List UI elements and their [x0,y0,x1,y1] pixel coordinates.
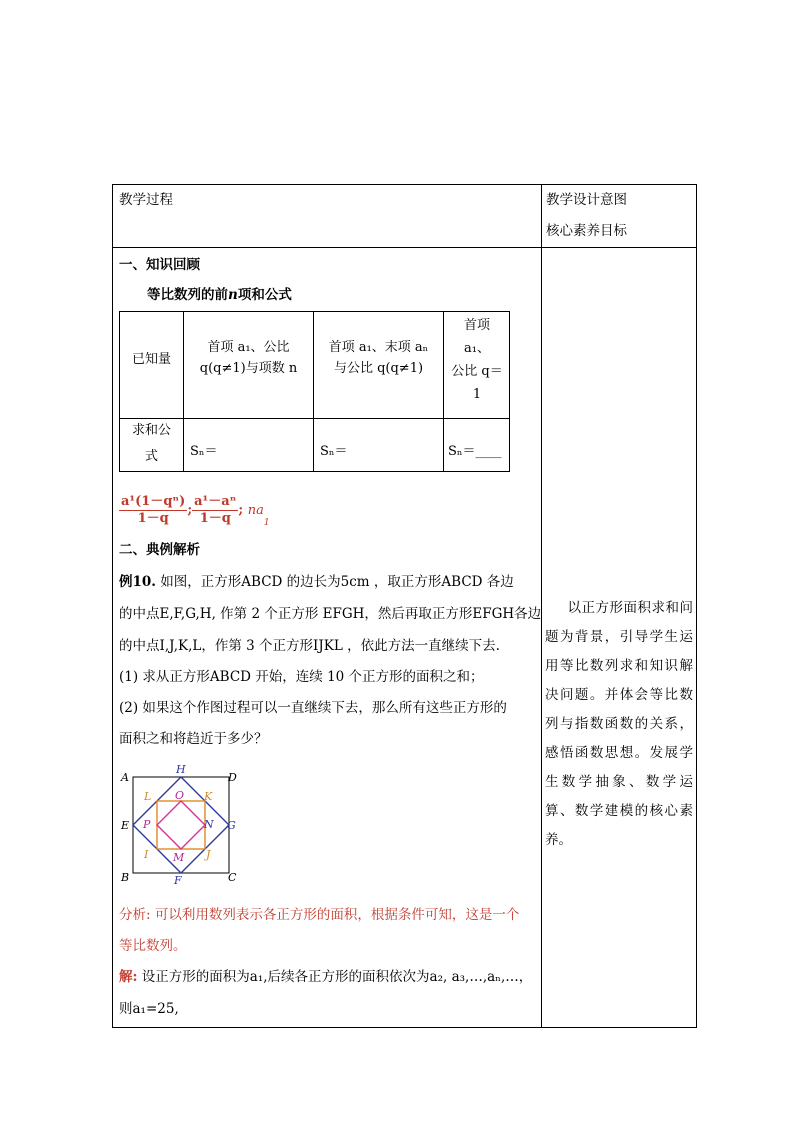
solution-line-2: 则a₁=25, [119,1001,179,1017]
cell-sum3: Sₙ＝____ [448,444,502,459]
label-o: O [175,789,185,802]
analysis-line-1: 分析: 可以利用数列表示各正方形的面积，根据条件可知，这是一个 [119,907,520,923]
section-heading-review: 一、知识回顾 [119,257,200,273]
header-design-intent: 教学设计意图 [546,192,627,208]
example-line-2: 的中点E,F,G,H, 作第 2 个正方形 EFGH，然后再取正方形EFGH各边 [119,606,542,622]
question-1: (1) 求从正方形ABCD 开始，连续 10 个正方形的面积之和； [119,669,484,685]
label-c: C [228,871,237,884]
solution-line-1: 解: 设正方形的面积为a₁,后续各正方形的面积依次为a₂, a₃,…,aₙ,…， [119,969,533,985]
label-n: N [204,818,214,831]
label-l: L [144,790,152,803]
analysis-line-2: 等比数列。 [119,938,187,954]
label-e: E [121,819,130,832]
header-teaching-process: 教学过程 [119,192,173,208]
answer-formulas: $\frac{\text{a¹(1－qⁿ)}}{1-q}$ ; $\frac{\text{a¹－aⁿ}}{1-q}$ ; $na_1$ [121,494,270,529]
label-h: H [176,763,186,776]
header-core-literacy: 核心素养目标 [546,223,627,239]
label-g: G [227,819,236,832]
label-d: D [228,771,237,784]
subheading-geometric-sum: 等比数列的前n项和公式 [147,287,292,303]
label-p: P [143,818,151,831]
example-line-3: 的中点I,J,K,L，作第 3 个正方形IJKL ，依此方法一直继续下去. [119,638,500,654]
square-mnop [157,801,205,849]
label-k: K [204,790,213,803]
answer-fraction-1: $\frac{\text{a¹(1－qⁿ)}}{1-q}$ [121,494,186,526]
label-m: M [173,851,185,864]
label-i: I [144,848,149,861]
answer-fraction-2: $\frac{\text{a¹－aⁿ}}{1-q}$ [194,494,237,526]
section-heading-examples: 二、典例解析 [119,542,200,558]
cell-known-label: 已知量 [131,352,171,367]
example-line-1: 例10. 如图，正方形ABCD 的边长为5cm ，取正方形ABCD 各边 [119,574,514,590]
question-2-line-2: 面积之和将趋近于多少？ [119,731,268,747]
question-2-line-1: (2) 如果这个作图过程可以一直继续下去，那么所有这些正方形的 [119,700,507,716]
cell-sum-label: 求和公 式 [131,423,171,464]
cell-sum1: Sₙ＝ [190,444,218,459]
label-j: J [206,848,211,861]
label-f: F [174,874,182,887]
label-b: B [121,871,130,884]
answer-na1: $na_1$ [247,502,270,529]
header-divider [113,247,696,248]
formula-table [119,311,510,472]
cell-sum2: Sₙ＝ [320,444,348,459]
square-ijkl [157,801,205,849]
nested-squares-figure [116,760,246,890]
cell-case2: 首项 a₁、末项 aₙ 与公比 q(q≠1) [328,340,429,376]
cell-case3: 首项 a₁、 公比 q＝ 1 [451,318,503,402]
design-intent-text: 以正方形面积求和问题为背景，引导学生运用等比数列求和知识解决问题。并体会等比数列与指数函数的关系，感悟函数思想。发展学生数学抽象、数学运算、数学建模的核心素养。 [545,600,693,848]
label-a: A [121,771,129,784]
cell-case1: 首项 a₁、公比 q(q≠1)与项数 n [199,340,298,376]
